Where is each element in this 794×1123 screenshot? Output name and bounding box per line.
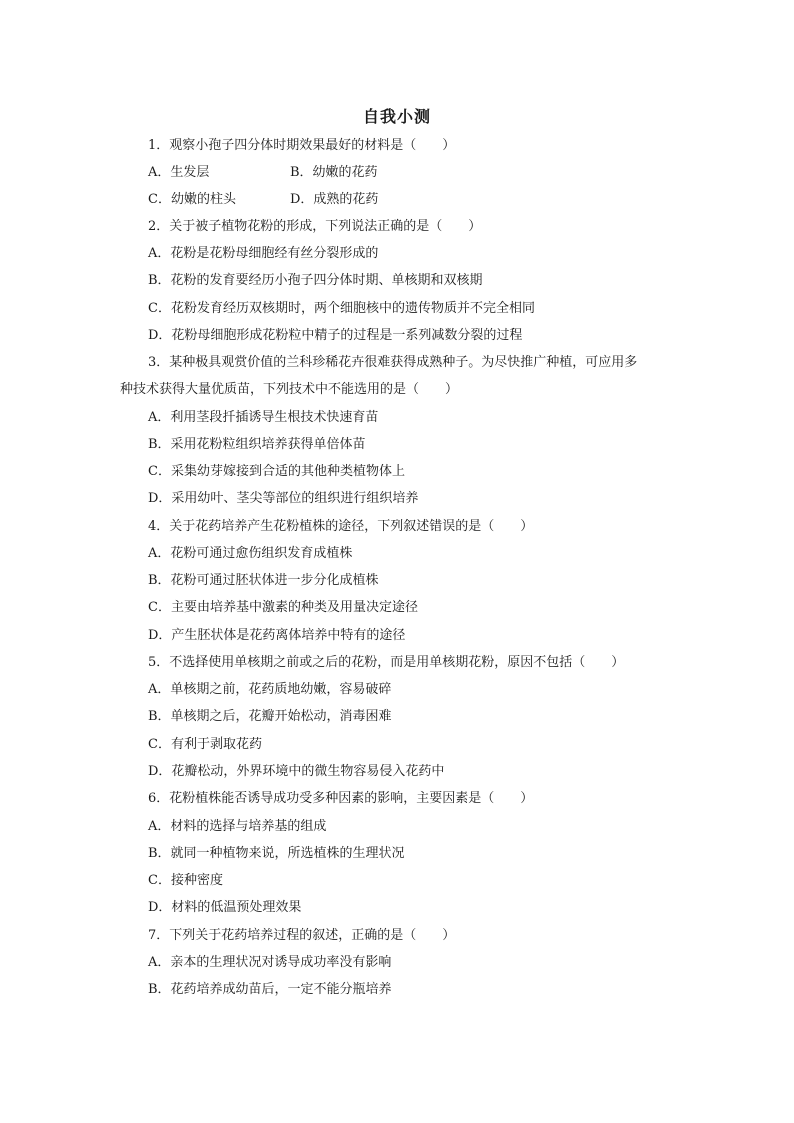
question-1-stem: 1．观察小孢子四分体时期效果最好的材料是（ ） <box>148 138 456 153</box>
question-1-option-b: B．幼嫩的花药 <box>290 165 378 180</box>
question-2-option-d: D．花粉母细胞形成花粉粒中精子的过程是一系列减数分裂的过程 <box>148 328 523 343</box>
question-5-option-d: D．花瓣松动，外界环境中的微生物容易侵入花药中 <box>148 764 445 779</box>
question-5-option-c: C．有利于剥取花药 <box>148 737 262 752</box>
question-2-option-c: C．花粉发育经历双核期时，两个细胞核中的遗传物质并不完全相同 <box>148 301 535 316</box>
question-3-stem-line-1: 3．某种极具观赏价值的兰科珍稀花卉很难获得成熟种子。为尽快推广种植，可应用多 <box>148 355 638 370</box>
question-4-option-b: B．花粉可通过胚状体进一步分化成植株 <box>148 573 379 588</box>
question-4-stem: 4．关于花药培养产生花粉植株的途径，下列叙述错误的是（ ） <box>148 519 534 534</box>
question-3-stem-line-2: 种技术获得大量优质苗，下列技术中不能选用的是（ ） <box>120 382 459 397</box>
question-4-option-c: C．主要由培养基中激素的种类及用量决定途径 <box>148 600 418 615</box>
question-3-option-b: B．采用花粉粒组织培养获得单倍体苗 <box>148 437 366 452</box>
question-6-option-a: A．材料的选择与培养基的组成 <box>148 819 327 834</box>
question-3-option-c: C．采集幼芽嫁接到合适的其他种类植物体上 <box>148 464 405 479</box>
question-1-option-c: C．幼嫩的柱头 <box>148 192 236 207</box>
question-7-option-b: B．花药培养成幼苗后，一定不能分瓶培养 <box>148 982 392 997</box>
question-2-option-b: B．花粉的发育要经历小孢子四分体时期、单核期和双核期 <box>148 273 483 288</box>
question-3-option-d: D．采用幼叶、茎尖等部位的组织进行组织培养 <box>148 491 419 506</box>
question-7-option-a: A．亲本的生理状况对诱导成功率没有影响 <box>148 955 392 970</box>
question-5-stem: 5．不选择使用单核期之前或之后的花粉，而是用单核期花粉，原因不包括（ ） <box>148 655 625 670</box>
question-5-option-b: B．单核期之后，花瓣开始松动，消毒困难 <box>148 709 392 724</box>
question-4-option-d: D．产生胚状体是花药离体培养中特有的途径 <box>148 628 406 643</box>
question-3-option-a: A．利用茎段扦插诱导生根技术快速育苗 <box>148 410 379 425</box>
question-1-option-a: A．生发层 <box>148 165 210 180</box>
question-5-option-a: A．单核期之前，花药质地幼嫩，容易破碎 <box>148 682 392 697</box>
question-6-option-d: D．材料的低温预处理效果 <box>148 900 302 915</box>
question-6-option-c: C．接种密度 <box>148 873 223 888</box>
question-2-option-a: A．花粉是花粉母细胞经有丝分裂形成的 <box>148 246 379 261</box>
question-2-stem: 2．关于被子植物花粉的形成，下列说法正确的是（ ） <box>148 219 482 234</box>
question-4-option-a: A．花粉可通过愈伤组织发育成植株 <box>148 546 353 561</box>
question-1-option-d: D．成熟的花药 <box>290 192 379 207</box>
question-6-option-b: B．就同一种植物来说，所选植株的生理状况 <box>148 846 405 861</box>
page-title: 自我小测 <box>362 107 431 126</box>
question-6-stem: 6．花粉植株能否诱导成功受多种因素的影响，主要因素是（ ） <box>148 791 534 806</box>
question-7-stem: 7．下列关于花药培养过程的叙述，正确的是（ ） <box>148 928 456 943</box>
